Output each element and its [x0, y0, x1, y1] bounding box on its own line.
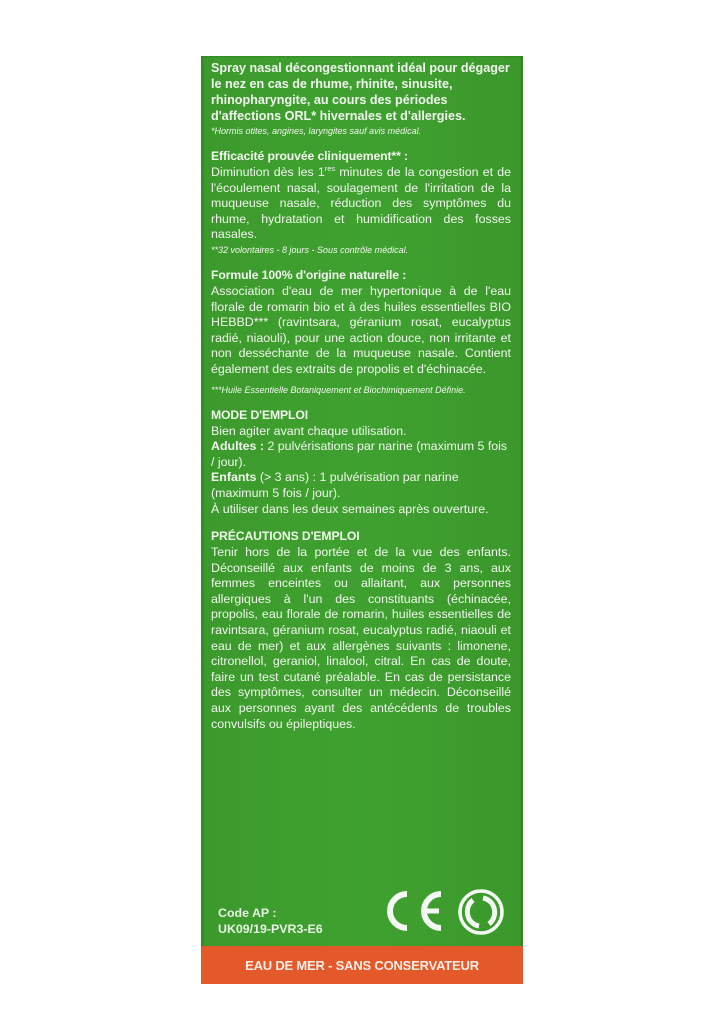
intro-text: Spray nasal décongestionnant idéal pour dégager le nez en cas de rhume, rhinite, sinusite, rhinopharyngite, au cours des périodes d'affections ORL* hivernales et d'allergies. [211, 61, 510, 123]
formula-heading: Formule 100% d'origine naturelle : [211, 267, 407, 282]
precautions-text: Tenir hors de la portée et de la vue des enfants. Déconseillé aux enfants de moins de 3 ans, aux femmes enceintes ou allaitant, aux personnes allergiques à l'un des constituants (échinacée, propolis, eau florale de romarin, huiles essentielles de ravintsara, géranium rosat, eucalyptus radié, niaouli et eau de mer) et aux allergènes suivants : limonene, citronellol, geraniol, linalool, citral. En cas de doute, faire un test cutané préalable. En cas de persistance des symptômes, consulter un médecin. Déconseillé aux personnes ayant des antécédents de troubles convulsifs ou épileptiques. [211, 545, 511, 731]
usage-line-shake: Bien agiter avant chaque utilisation. [211, 423, 407, 438]
green-dot-icon [457, 888, 505, 936]
precautions-heading: PRÉCAUTIONS D'EMPLOI [211, 529, 360, 544]
efficacy-heading: Efficacité prouvée cliniquement** : [211, 149, 408, 163]
efficacy-note: **32 volontaires - 8 jours - Sous contrôle médical. [211, 244, 409, 255]
usage-heading: MODE D'EMPLOI [211, 407, 309, 422]
usage-after-opening: À utiliser dans les deux semaines après ouverture. [211, 501, 489, 516]
efficacy-superscript: res [324, 163, 336, 173]
usage-adults-text: 2 pulvérisations par narine (maximum 5 fois / jour). [211, 439, 508, 469]
formula-note: ***Huile Essentielle Botaniquement et Biochimiquement Définie. [211, 384, 466, 395]
efficacy-text [211, 165, 511, 243]
efficacy-text-end: minutes de la congestion et de l'écoulement nasal, soulagement de l'irritation de la muqueuse nasale, réduction des symptômes du rhume, hydratation et humidification des fosses nasales. [211, 165, 511, 242]
usage-adults [211, 439, 511, 470]
label-text-content [211, 60, 511, 732]
ce-mark-icon [377, 886, 447, 936]
efficacy-text-start: Diminution dès les 1 [211, 165, 325, 179]
usage-adults-label: Adultes : [211, 439, 265, 454]
formula-text: Association d'eau de mer hypertonique à de l'eau florale de romarin bio et à des huiles essentielles BIO HEBBD*** (ravintsara, géranium rosat, eucalyptus radié, niaouli), pour une action douce, non irritante et non desséchante de la muqueuse nasale. Contient également des extraits de propolis et d'échinacée. [211, 283, 511, 376]
bottom-banner: EAU DE MER - SANS CONSERVATEUR [201, 946, 523, 984]
code-ap-label: Code AP : [218, 906, 277, 920]
usage-children-label: Enfants [211, 470, 257, 485]
usage-children-text: (> 3 ans) : 1 pulvérisation par narine (maximum 5 fois / jour). [211, 470, 459, 500]
code-ap [218, 906, 323, 937]
product-box-back-panel [201, 56, 523, 984]
code-ap-value: UK09/19-PVR3-E6 [218, 921, 323, 936]
usage-children [211, 470, 511, 501]
intro-note: *Hormis otites, angines, laryngites sauf avis médical. [211, 126, 422, 136]
